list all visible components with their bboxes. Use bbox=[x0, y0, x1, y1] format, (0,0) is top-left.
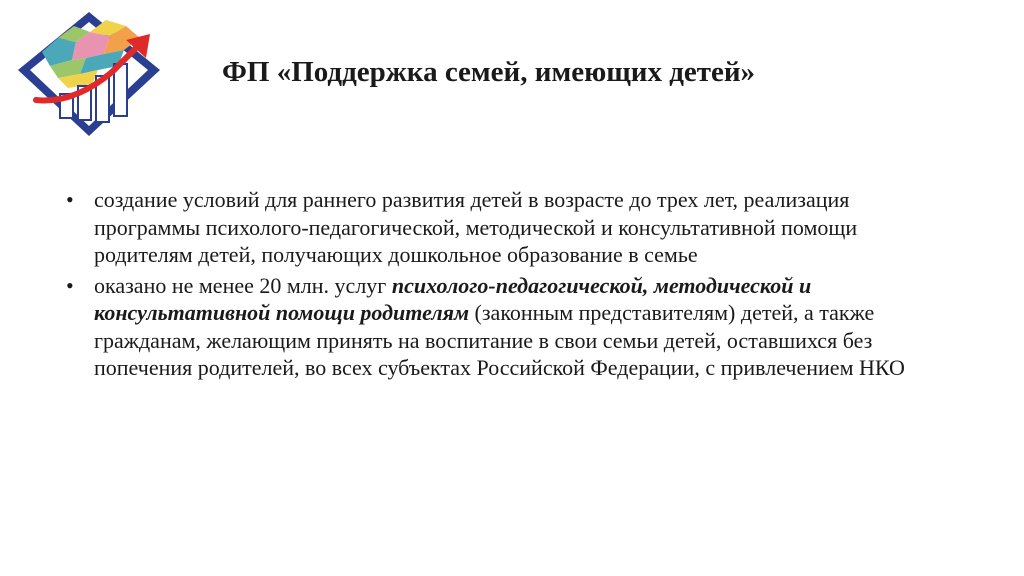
bullet-text-lead: оказано не менее 20 млн. услуг bbox=[94, 272, 392, 298]
map-growth-chart-logo-icon bbox=[14, 8, 164, 140]
bullet-item bbox=[66, 272, 926, 382]
page-title: ФП «Поддержка семей, имеющих детей» bbox=[222, 56, 756, 88]
bullet-list bbox=[66, 186, 926, 385]
logo bbox=[14, 8, 164, 140]
bullet-text: создание условий для раннего развития детей в возрасте до трех лет, реализация программы психолого-педагогической, методической и консультативной помощи родителям детей, получающих дошкольное образование в семье bbox=[94, 187, 858, 267]
bullet-item bbox=[66, 186, 926, 269]
bullet-text-emphasis: психолого-педагогической, методической и консультативной помощи родителям bbox=[94, 272, 812, 325]
bullet-marker: • bbox=[66, 272, 74, 298]
bullet-text bbox=[94, 273, 905, 381]
bullet-text-tail: (законным представителям) детей, а также гражданам, желающим принять на воспитание в свои семьи детей, оставшихся без попечения родителей, во всех субъектах Российской Федерации, с привлечением НКО bbox=[94, 300, 905, 380]
bullet-marker: • bbox=[66, 187, 74, 212]
